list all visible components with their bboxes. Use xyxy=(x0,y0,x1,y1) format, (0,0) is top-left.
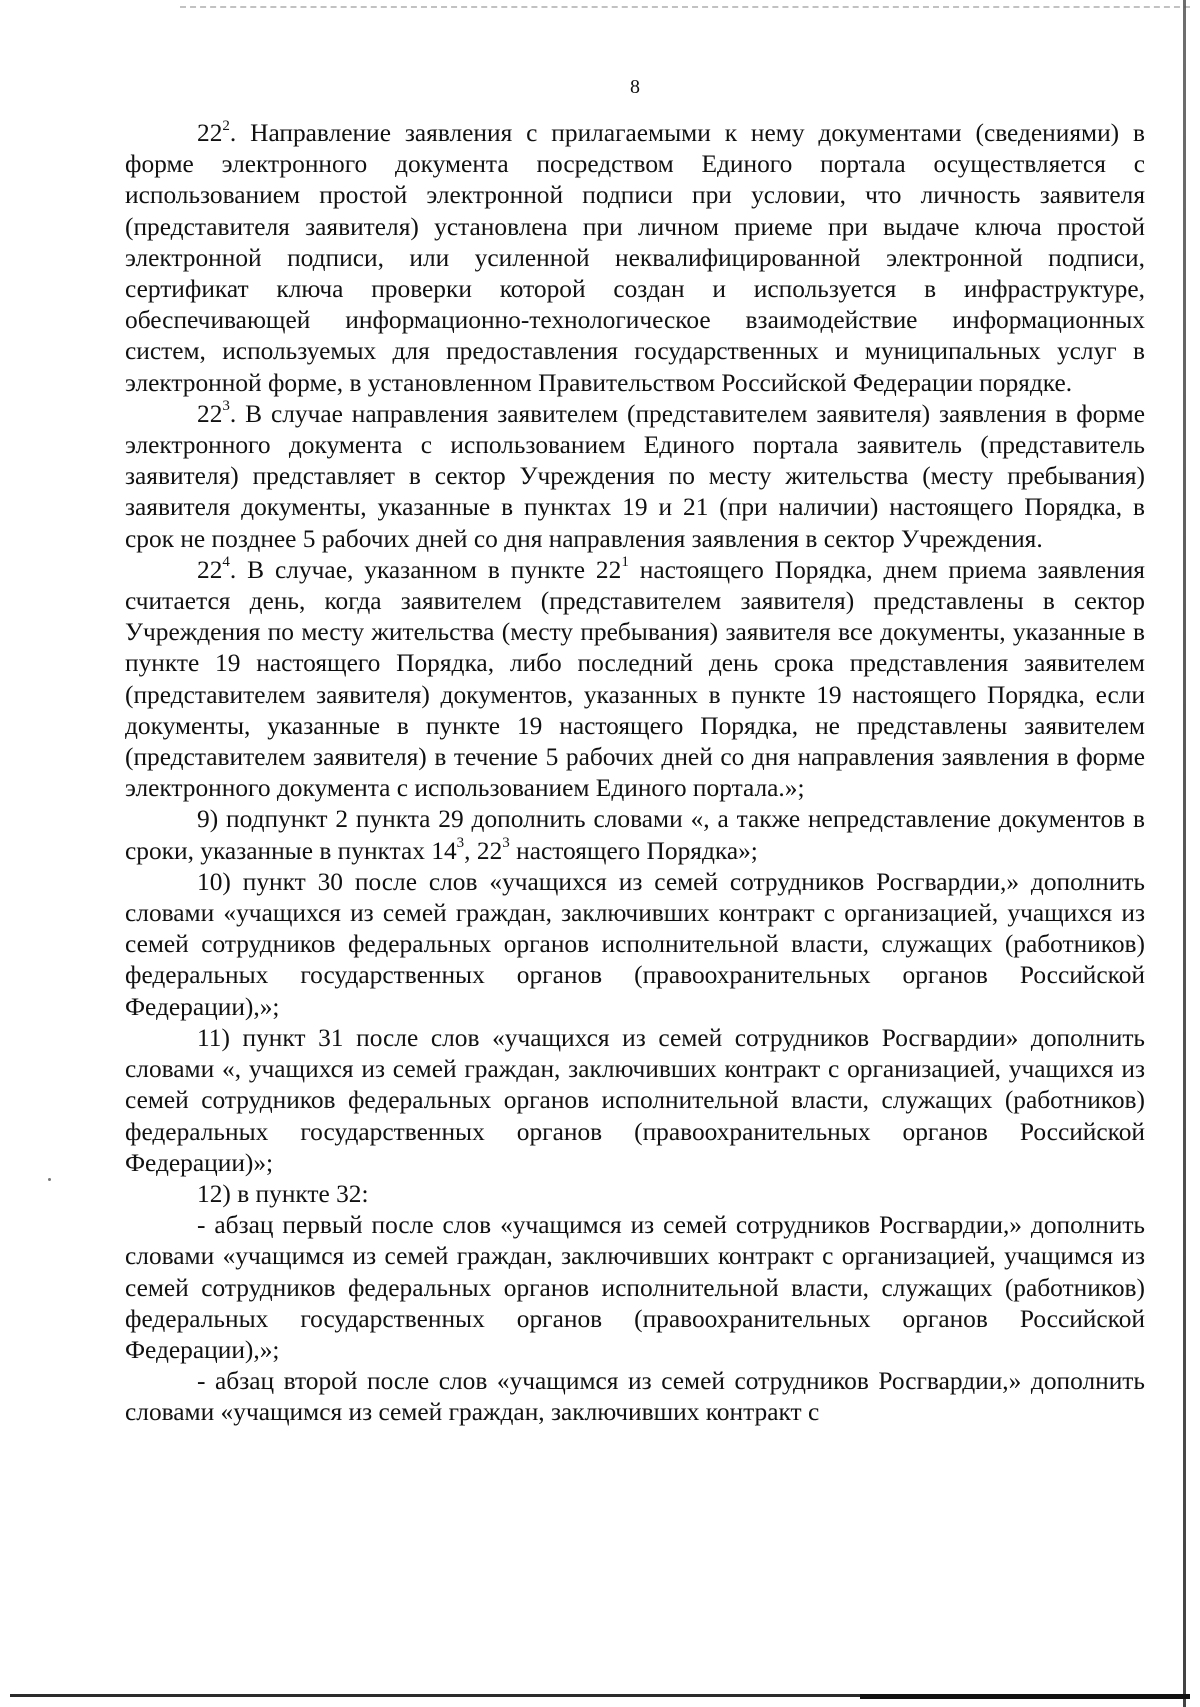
clause-superscript: 2 xyxy=(222,117,230,134)
item-12-paragraph-1: - абзац первый после слов «учащимся из семей сотрудников Росгвардии,» дополнить словами «учащимся из семей граждан, заключивших контракт с организацией, учащимся из семей сотрудников федеральных органов исполнительной власти, служащих (работников) федеральных государственных органов (правоохранительных органов Российской Федерации),»; xyxy=(125,1211,1145,1364)
paragraph-22-4 xyxy=(125,555,1145,805)
paragraph-22-3 xyxy=(125,399,1145,555)
scan-speck xyxy=(48,1178,51,1181)
item-10: 10) пункт 30 после слов «учащихся из семей сотрудников Росгвардии,» дополнить словами «учащихся из семей граждан, заключивших контракт с организацией, учащихся из семей сотрудников федеральных органов исполнительной власти, служащих (работников) федеральных государственных органов (правоохранительных органов Российской Федерации),»; xyxy=(125,867,1145,1021)
paragraph-text-continued: настоящего Порядка, днем приема заявления считается день, когда заявителем (представителем заявителя) представлены в сектор Учреждения по месту жительства (месту пребывания) заявителя все документы, указанные в пункте 19 настоящего Порядка, либо последний день срока представления заявителем (представителем заявителя) документов, указанных в пункте 19 настоящего Порядка, если документы, указанные в пункте 19 настоящего Порядка, не представлены заявителем (представителем заявителя) в течение 5 рабочих дней со дня направления заявления в форме электронного документа с использованием Единого портала.»; xyxy=(125,555,1145,803)
paragraph-22-2 xyxy=(125,118,1145,399)
item-11: 11) пункт 31 после слов «учащихся из семей сотрудников Росгвардии» дополнить словами «, учащихся из семей граждан, заключивших контракт с организацией, учащихся из семей сотрудников федеральных органов исполнительной власти, служащих (работников) федеральных государственных органов (правоохранительных органов Российской Федерации)»; xyxy=(125,1023,1145,1177)
scan-edge-bottom-right xyxy=(860,1694,1190,1699)
paragraph-text: 9) подпункт 2 пункта 29 дополнить словами «, а также непредставление документов в сроки, указанные в пунктах 14 xyxy=(125,805,1145,865)
reference-superscript: 3 xyxy=(502,835,510,852)
document-body xyxy=(125,118,1145,1429)
paragraph-text-continued: , 22 xyxy=(464,836,503,865)
clause-number: 22 xyxy=(197,399,223,428)
paragraph-text-end: настоящего Порядка»; xyxy=(509,836,758,865)
clause-superscript: 3 xyxy=(222,398,230,415)
paragraph-text: . В случае, указанном в пункте 22 xyxy=(229,555,622,584)
item-12-paragraph-2: - абзац второй после слов «учащимся из семей сотрудников Росгвардии,» дополнить словами «учащимся из семей граждан, заключивших контракт с xyxy=(125,1367,1145,1427)
clause-superscript: 4 xyxy=(222,554,230,571)
page-number: 8 xyxy=(630,76,640,98)
scan-edge-right xyxy=(1183,0,1186,1707)
paragraph-text: . В случае направления заявителем (представителем заявителя) заявления в форме электронного документа с использованием Единого портала заявитель (представитель заявителя) представляет в сектор Учреждения по месту жительства (месту пребывания) заявителя документы, указанные в пунктах 19 и 21 (при наличии) настоящего Порядка, в срок не позднее 5 рабочих дней со дня направления заявления в сектор Учреждения. xyxy=(125,399,1145,553)
clause-number: 22 xyxy=(197,119,223,147)
item-9 xyxy=(125,804,1145,866)
clause-number: 22 xyxy=(197,555,223,584)
paragraph-text: . Направление заявления с прилагаемыми к нему документами (сведениями) в форме электронного документа посредством Единого портала осуществляется с использованием простой электронной подписи при условии, что личность заявителя (представителя заявителя) установлена при личном приеме при выдаче ключа простой электронной подписи, или усиленной неквалифицированной электронной подписи, сертификат ключа проверки которой создан и используется в инфраструктуре, обеспечивающей информационно-технологическое взаимодействие информационных систем, используемых для предоставления государственных и муниципальных услуг в электронной форме, в установленном Правительством Российской Федерации порядке. xyxy=(125,119,1145,397)
reference-superscript: 3 xyxy=(456,835,465,852)
scan-edge-top xyxy=(180,6,1190,8)
reference-superscript: 1 xyxy=(621,554,629,571)
item-12: 12) в пункте 32: xyxy=(197,1179,369,1208)
